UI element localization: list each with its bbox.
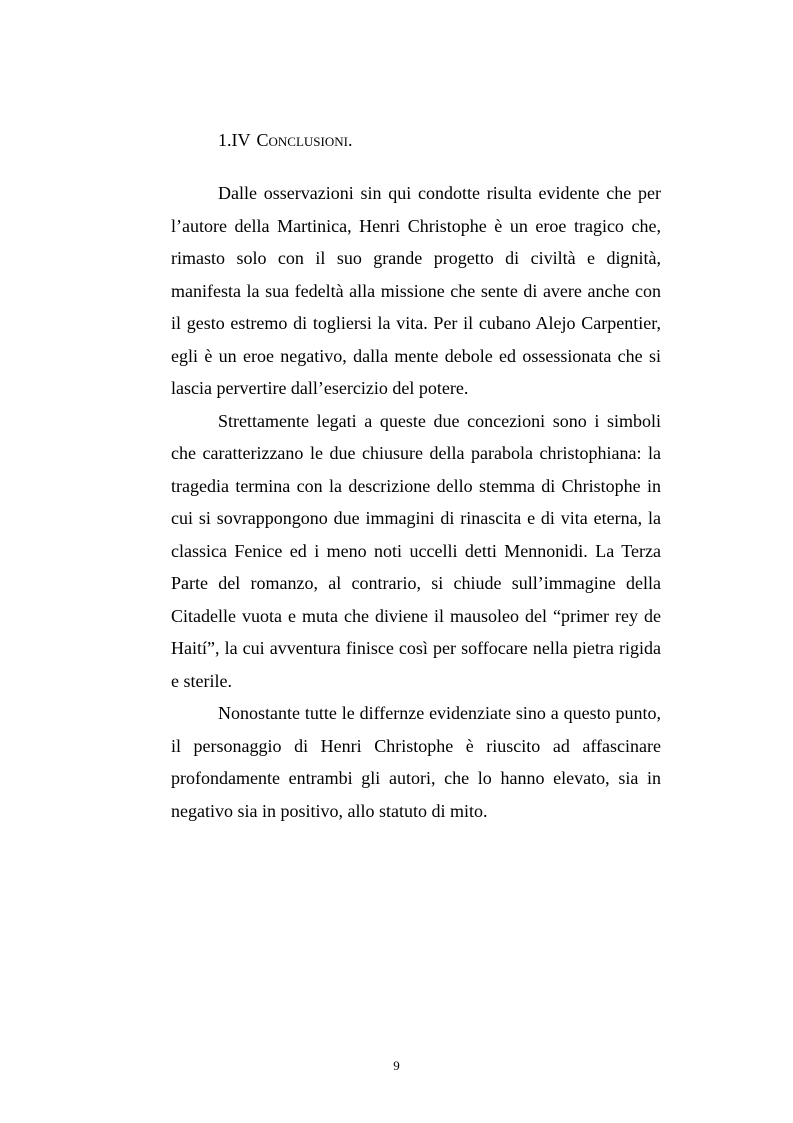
- paragraph-2: Strettamente legati a queste due concezioni sono i simboli che caratterizzano le due chiusure della parabola christophiana: la tragedia termina con la descrizione dello stemma di Christophe in cui si sovrappongono due immagini di rinascita e di vita eterna, la classica Fenice ed i meno noti uccelli detti Mennonidi. La Terza Parte del romanzo, al contrario, si chiude sull’immagine della Citadelle vuota e muta che diviene il mausoleo del “primer rey de Haití”, la cui avventura finisce così per soffocare nella pietra rigida e sterile.: [171, 410, 661, 691]
- section-title: Conclusioni.: [256, 130, 353, 150]
- paragraph-1: Dalle osservazioni sin qui condotte risulta evidente che per l’autore della Martinica, Henri Christophe è un eroe tragico che, rimasto solo con il suo grande progetto di civiltà e dignità, manifesta la sua fedeltà alla missione che sente di avere anche con il gesto estremo di togliersi la vita. Per il cubano Alejo Carpentier, egli è un eroe negativo, dalla mente debole ed ossessionata che si lascia pervertire dall’esercizio del potere.: [171, 183, 661, 398]
- section-number: 1.IV: [218, 130, 251, 150]
- section-heading: [218, 130, 352, 150]
- paragraph-3: Nonostante tutte le differnze evidenziate sino a questo punto, il personaggio di Henri Christophe è riuscito ad affascinare profondamente entrambi gli autori, che lo hanno elevato, sia in negativo sia in positivo, allo statuto di mito.: [171, 703, 661, 821]
- body-text: [171, 177, 661, 827]
- page-number: 9: [393, 1058, 400, 1073]
